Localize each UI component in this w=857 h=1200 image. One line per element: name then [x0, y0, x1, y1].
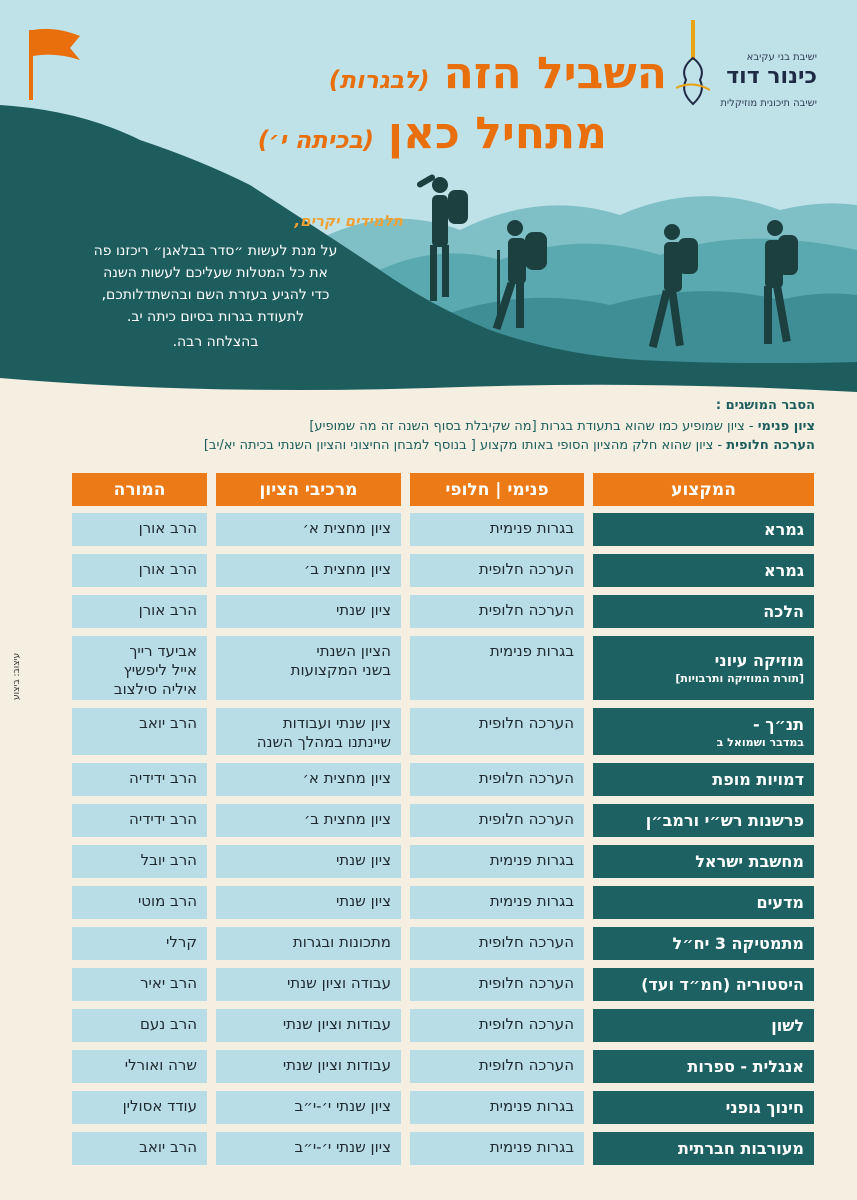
type-cell: בגרות פנימית [410, 636, 584, 700]
components-cell: מתכונות ובגרות [216, 927, 401, 960]
page-title-line1 [329, 48, 667, 99]
subject-cell [593, 1009, 814, 1042]
subject-cell [593, 513, 814, 546]
table-row [72, 763, 814, 796]
teacher-cell: הרב אורן [72, 595, 207, 628]
subject-name: חינוך גופני [725, 1098, 804, 1117]
table-body [72, 513, 814, 1165]
subject-cell [593, 1132, 814, 1165]
violin-logo-icon [676, 18, 710, 108]
intro-line: כדי להגיע בעזרת השם ובהשתדלותכם, [101, 287, 330, 303]
components-cell: ציון שנתי י׳-י״ב [216, 1091, 401, 1124]
components-cell: עבודות וציון שנתי [216, 1009, 401, 1042]
teacher-cell: קרלי [72, 927, 207, 960]
type-cell: בגרות פנימית [410, 513, 584, 546]
table-row [72, 886, 814, 919]
subject-name: גמרא [763, 561, 804, 580]
table-row [72, 1050, 814, 1083]
title-line1-text: השביל הזה [443, 48, 667, 99]
table-row [72, 708, 814, 755]
term-internal-label: ציון פנימי [757, 419, 815, 434]
header-subject: המקצוע [593, 473, 814, 506]
subject-cell [593, 595, 814, 628]
terms-explanation [204, 398, 815, 457]
intro-message [18, 212, 413, 350]
teacher-cell: אביעד רייך אייל ליפשיץ איליה סילצוב [72, 636, 207, 700]
components-cell: ציון שנתי י׳-י״ב [216, 1132, 401, 1165]
subject-cell [593, 804, 814, 837]
subject-name: תנ״ך - [753, 714, 804, 734]
type-cell: בגרות פנימית [410, 1091, 584, 1124]
subject-name: פרשנות רש״י ורמב״ן [645, 811, 804, 830]
type-cell: הערכה חלופית [410, 968, 584, 1001]
subject-cell [593, 886, 814, 919]
teacher-cell: הרב מוטי [72, 886, 207, 919]
table-row [72, 804, 814, 837]
components-cell: ציון מחצית ב׳ [216, 804, 401, 837]
subject-name: לשון [771, 1016, 804, 1035]
term-alt-text: - ציון שהוא חלק מהציון הסופי באותו מקצוע [ בנוסף למבחן החיצוני והציון השנתי בכיתה יא/יב] [203, 438, 727, 453]
components-cell: הציון השנתי בשני המקצועות [216, 636, 401, 700]
subject-name: גמרא [763, 520, 804, 539]
type-cell: הערכה חלופית [410, 927, 584, 960]
table-row [72, 1132, 814, 1165]
header-teacher: המורה [72, 473, 207, 506]
type-cell: בגרות פנימית [410, 1132, 584, 1165]
subject-name: מוזיקה עיוני [714, 651, 804, 670]
components-cell: עבודה וציון שנתי [216, 968, 401, 1001]
term-alt-label: הערכה חלופית [726, 438, 815, 453]
components-cell: ציון מחצית ב׳ [216, 554, 401, 587]
subject-name: מחשבת ישראל [695, 852, 804, 871]
type-cell: הערכה חלופית [410, 595, 584, 628]
table-row [72, 1091, 814, 1124]
table-row [72, 513, 814, 546]
title-line2-sub: (בכיתה י׳) [257, 126, 374, 154]
subject-cell [593, 927, 814, 960]
logo-line2: ישיבה תיכונית מוזיקלית [720, 98, 817, 109]
components-cell: ציון מחצית א׳ [216, 513, 401, 546]
subject-name: דמויות מופת [712, 770, 804, 789]
page-title-line2 [258, 108, 607, 159]
subject-cell [593, 708, 814, 755]
term-internal-text: - ציון שמופיע כמו שהוא בתעודת בגרות [מה שקיבלת בסוף השנה זה מה שמופיע] [309, 419, 758, 434]
subject-name: היסטוריה (חמ״ד ועד) [641, 975, 804, 994]
type-cell: הערכה חלופית [410, 763, 584, 796]
table-row [72, 927, 814, 960]
subject-name: אנגלית - ספרות [687, 1057, 804, 1076]
subject-name: מדעים [756, 893, 804, 912]
teacher-cell: הרב ידידיה [72, 763, 207, 796]
intro-greeting: תלמידים יקרים, [294, 212, 403, 230]
teacher-cell: הרב יואב [72, 708, 207, 755]
teacher-cell: הרב ידידיה [72, 804, 207, 837]
intro-line: על מנת לעשות ״סדר בבלאגן״ ריכזנו פה [93, 243, 338, 259]
teacher-cell: הרב אורן [72, 554, 207, 587]
components-cell: ציון שנתי ועבודות שיינתנו במהלך השנה [216, 708, 401, 755]
subject-name: מתמטיקה 3 יח״ל [672, 934, 804, 953]
term-alternative [204, 438, 815, 453]
teacher-cell: הרב יאיר [72, 968, 207, 1001]
teacher-cell: שרה ואורלי [72, 1050, 207, 1083]
subject-name: מעורבות חברתית [677, 1139, 804, 1158]
title-line1-sub: (לבגרות) [328, 66, 430, 94]
subject-cell [593, 554, 814, 587]
logo-name: כינור דוד [726, 64, 817, 89]
type-cell: הערכה חלופית [410, 804, 584, 837]
components-cell: ציון שנתי [216, 845, 401, 878]
terms-title: הסבר המושגים : [715, 398, 815, 413]
intro-line: לתעודת בגרות בסיום כיתה יב. [126, 309, 305, 325]
type-cell: בגרות פנימית [410, 886, 584, 919]
header-components: מרכיבי הציון [216, 473, 401, 506]
components-cell: ציון מחצית א׳ [216, 763, 401, 796]
teacher-cell: הרב נעם [72, 1009, 207, 1042]
components-cell: ציון שנתי [216, 886, 401, 919]
table-row [72, 968, 814, 1001]
table-row [72, 845, 814, 878]
subject-cell [593, 845, 814, 878]
title-line2-text: מתחיל כאן [387, 108, 607, 159]
teacher-cell: עודד אסולין [72, 1091, 207, 1124]
subject-cell [593, 1091, 814, 1124]
teacher-cell: הרב יובל [72, 845, 207, 878]
components-cell: ציון שנתי [216, 595, 401, 628]
components-cell: עבודות וציון שנתי [216, 1050, 401, 1083]
table-row [72, 636, 814, 700]
intro-closing: בהצלחה רבה. [172, 334, 259, 350]
table-row [72, 554, 814, 587]
type-cell: בגרות פנימית [410, 845, 584, 878]
subject-cell [593, 636, 814, 700]
intro-line: את כל המטלות שעליכם לעשות השנה [103, 265, 328, 281]
school-logo [682, 18, 817, 108]
teacher-cell: הרב אורן [72, 513, 207, 546]
type-cell: הערכה חלופית [410, 708, 584, 755]
subject-name: הלכה [763, 602, 804, 621]
table-row [72, 1009, 814, 1042]
subject-note: במדבר ושמואל ב [716, 735, 804, 749]
header-type: פנימי | חלופי [410, 473, 584, 506]
term-internal [204, 419, 815, 434]
table-header [72, 473, 814, 506]
type-cell: הערכה חלופית [410, 554, 584, 587]
subject-note: [תורת המוזיקה ותרבויות] [675, 672, 804, 685]
subjects-table [72, 473, 814, 1173]
type-cell: הערכה חלופית [410, 1009, 584, 1042]
subject-cell [593, 1050, 814, 1083]
table-row [72, 595, 814, 628]
subject-cell [593, 968, 814, 1001]
teacher-cell: הרב יואב [72, 1132, 207, 1165]
logo-line1: ישיבת בני עקיבא [746, 52, 817, 63]
design-credit: עיצוב: ביצוע [12, 652, 22, 700]
type-cell: הערכה חלופית [410, 1050, 584, 1083]
subject-cell [593, 763, 814, 796]
